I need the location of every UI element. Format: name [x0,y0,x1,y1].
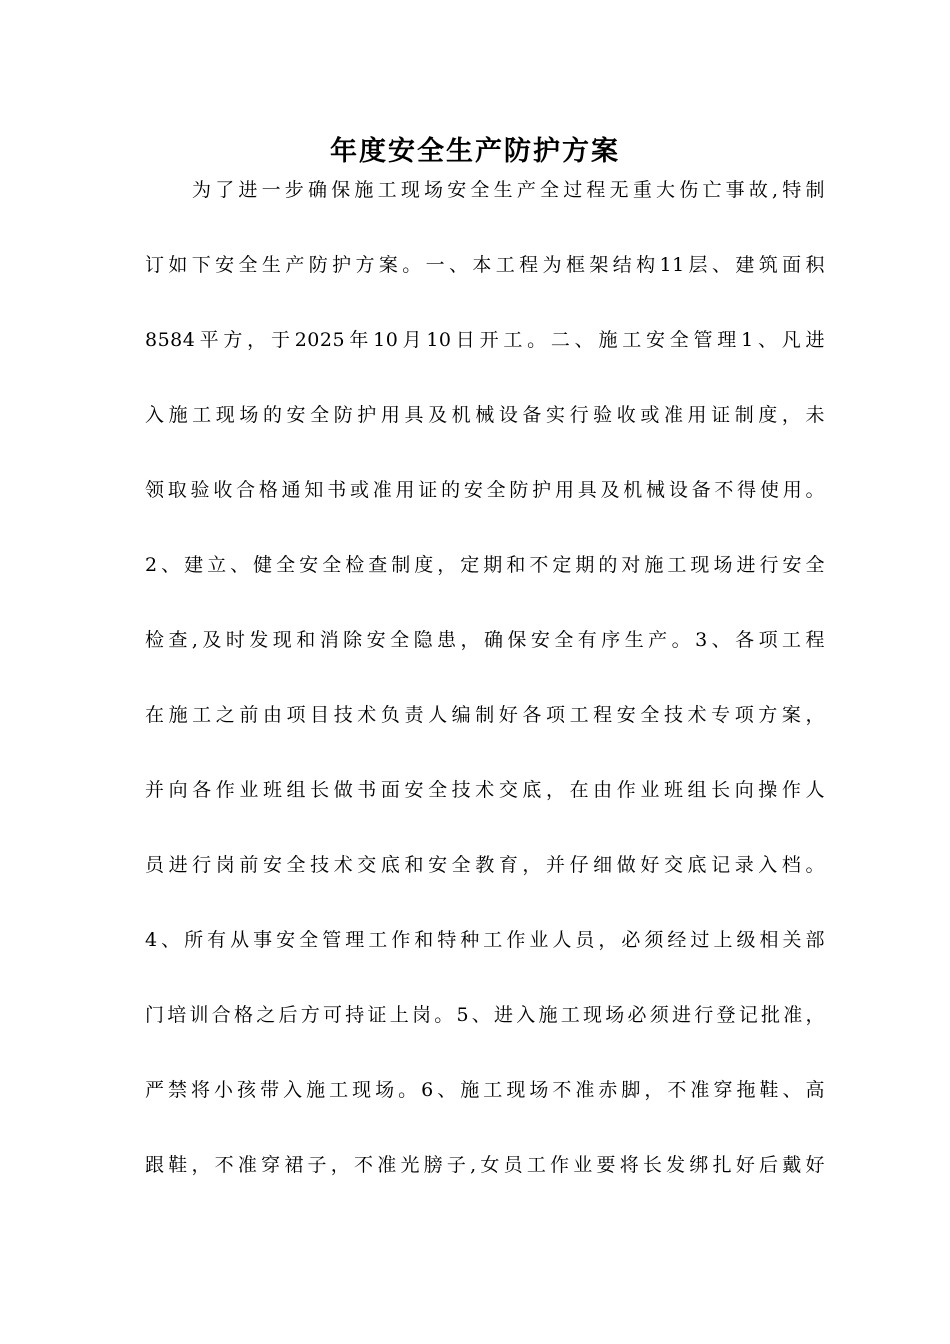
body-line: 为了进一步确保施工现场安全生产全过程无重大伤亡事故,特制 [192,179,825,201]
body-line: 员进行岗前安全技术交底和安全教育，并仔细做好交底记录入档。 [145,854,825,876]
body-line: 并向各作业班组长做书面安全技术交底，在由作业班组长向操作人 [145,779,825,801]
body-line: 4、所有从事安全管理工作和特种工作业人员，必须经过上级相关部 [145,929,825,951]
document-title: 年度安全生产防护方案 [330,136,620,167]
body-line: 门培训合格之后方可持证上岗。5、进入施工现场必须进行登记批准， [145,1004,825,1026]
body-line: 8584平方，于2025年10月10日开工。二、施工安全管理1、凡进 [145,329,825,351]
body-line: 检查,及时发现和消除安全隐患，确保安全有序生产。3、各项工程 [145,629,825,651]
body-line: 严禁将小孩带入施工现场。6、施工现场不准赤脚，不准穿拖鞋、高 [145,1079,825,1101]
body-line: 在施工之前由项目技术负责人编制好各项工程安全技术专项方案， [145,704,825,726]
body-line: 领取验收合格通知书或准用证的安全防护用具及机械设备不得使用。 [145,479,825,501]
body-line: 入施工现场的安全防护用具及机械设备实行验收或准用证制度，未 [145,404,825,426]
body-line: 订如下安全生产防护方案。一、本工程为框架结构11层、建筑面积 [145,254,825,276]
body-line: 2、建立、健全安全检查制度，定期和不定期的对施工现场进行安全 [145,554,825,576]
body-line: 跟鞋，不准穿裙子，不准光膀子,女员工作业要将长发绑扎好后戴好 [145,1154,825,1176]
